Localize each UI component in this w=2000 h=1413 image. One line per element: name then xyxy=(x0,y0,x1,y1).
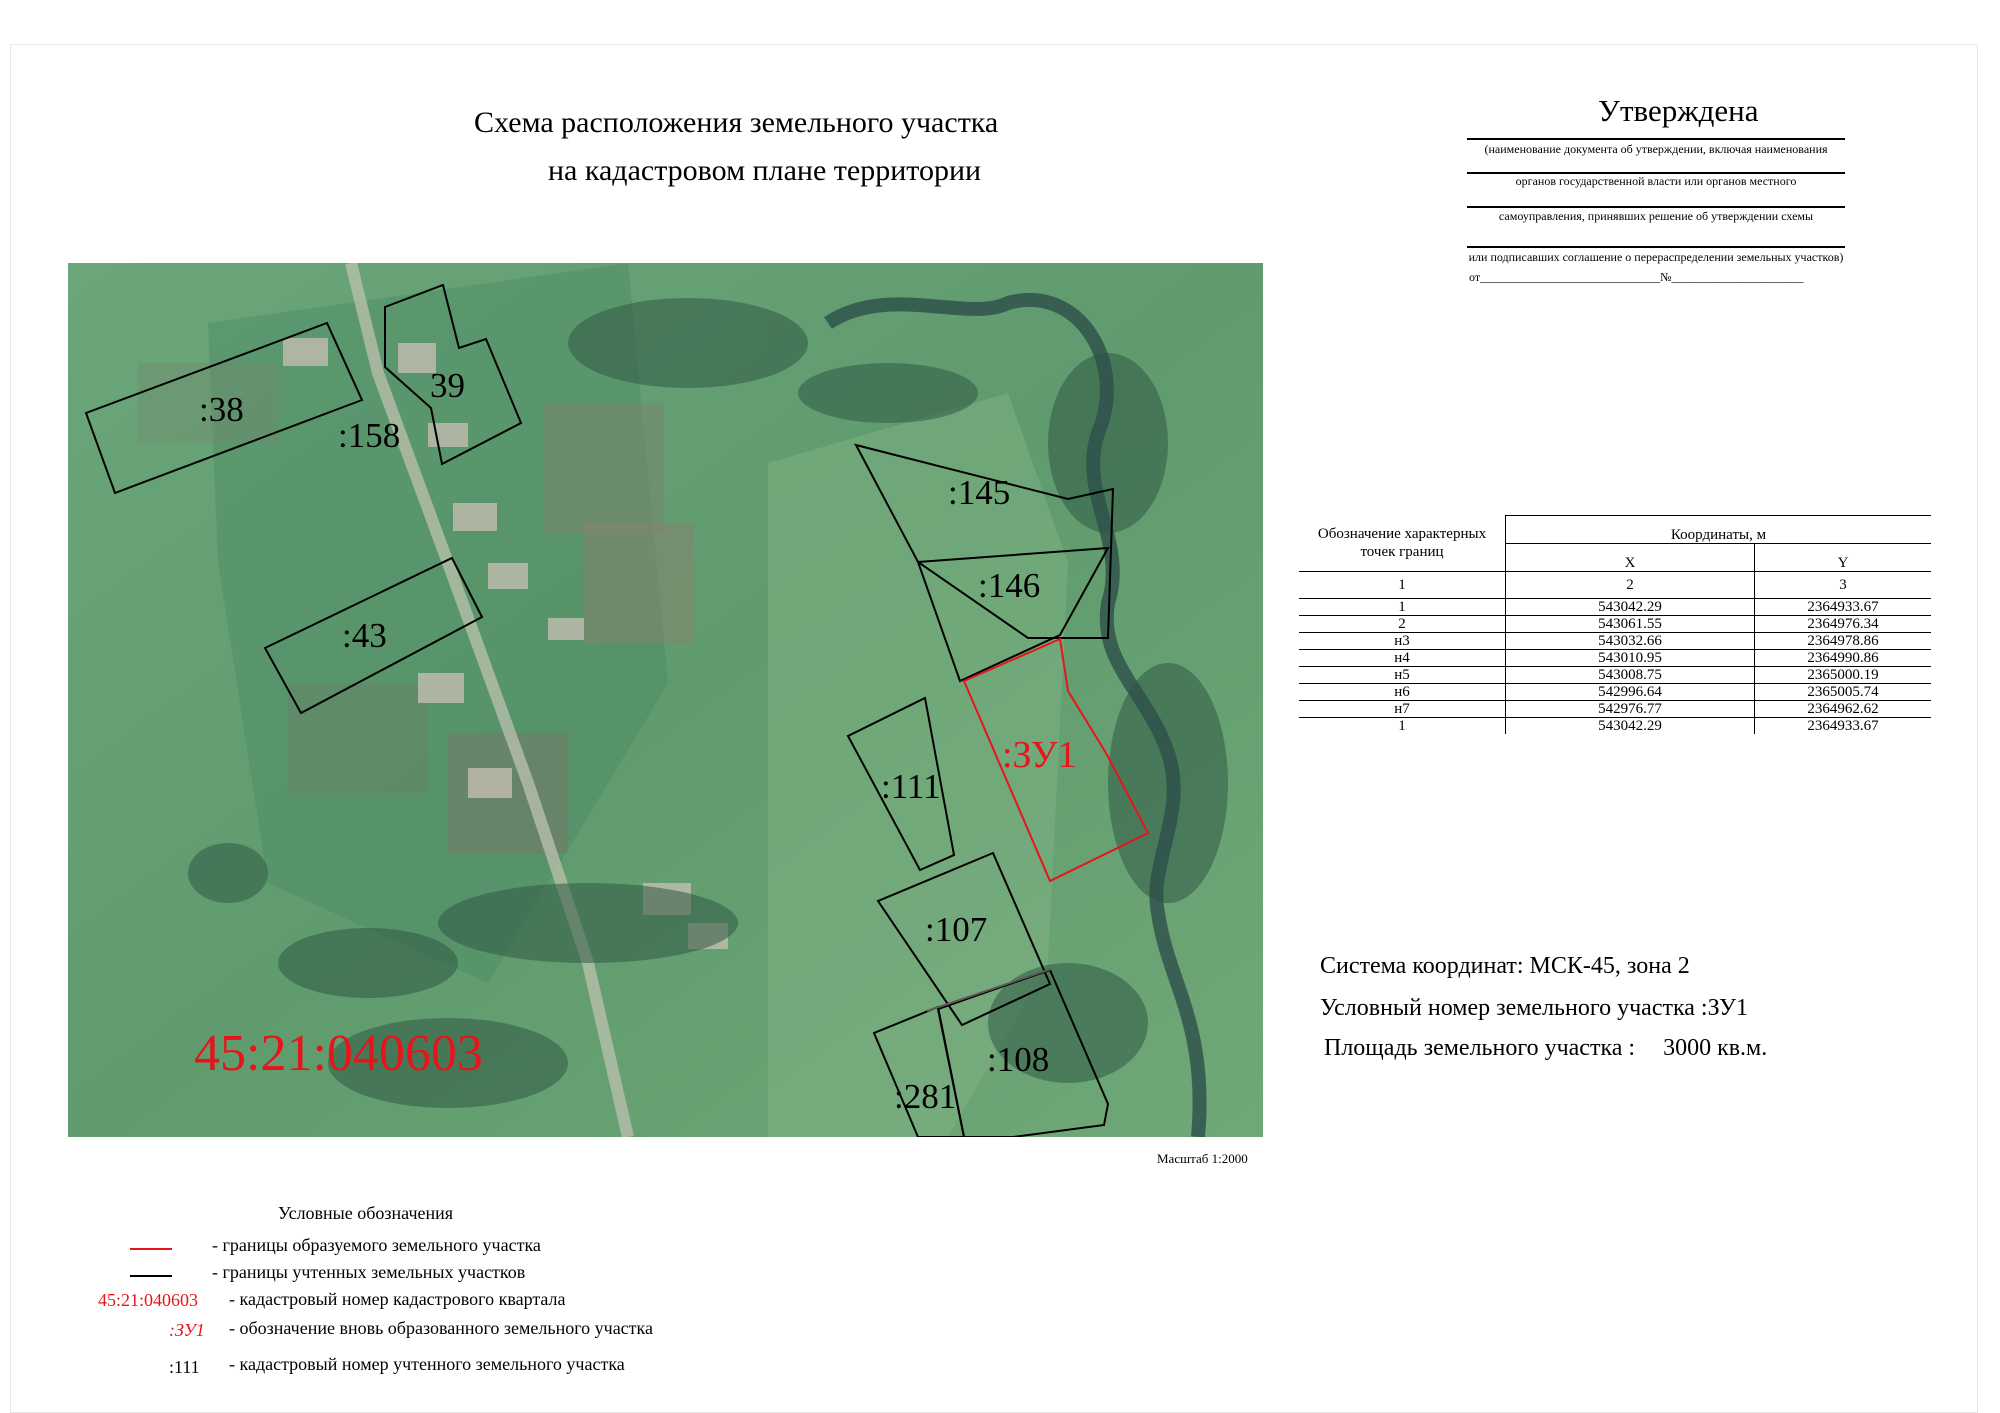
y-cell: 2364933.67 xyxy=(1755,718,1932,735)
point-cell: 1 xyxy=(1398,718,1406,734)
legend-quarter-sample: 45:21:040603 xyxy=(98,1290,199,1310)
approval-caption-1: (наименование документа об утверждении, включая наименования xyxy=(1484,142,1828,156)
table-row xyxy=(1299,616,1931,633)
table-row xyxy=(1299,667,1931,684)
y-cell: 2364978.86 xyxy=(1755,633,1932,650)
y-cell: 2364933.67 xyxy=(1755,599,1932,616)
legend-plot-text: - кадастровый номер учтенного земельного участка xyxy=(229,1354,625,1374)
y-cell: 2365000.19 xyxy=(1755,667,1932,684)
point-cell: н5 xyxy=(1299,667,1506,684)
page-subtitle: на кадастровом плане территории xyxy=(548,154,982,187)
plot-label-145: :145 xyxy=(948,473,1011,512)
plot-area-label: Площадь земельного участка : xyxy=(1324,1035,1636,1061)
plot-label-111: :111 xyxy=(881,767,941,806)
x-cell: 543061.55 xyxy=(1506,616,1755,633)
table-header-x: X xyxy=(1506,544,1755,572)
legend-new-plot-text: - обозначение вновь образованного земельного участка xyxy=(229,1318,654,1338)
x-cell: 543042.29 xyxy=(1506,718,1755,735)
conditional-plot-number: Условный номер земельного участка :ЗУ1 xyxy=(1320,995,1748,1021)
plot-label-43: :43 xyxy=(342,616,387,655)
legend-red-line-text: - границы образуемого земельного участка xyxy=(212,1235,541,1255)
x-cell: 543010.95 xyxy=(1506,650,1755,667)
table-row xyxy=(1299,633,1931,650)
plot-label-107: :107 xyxy=(925,910,988,949)
approval-caption-3: самоуправления, принявших решение об утверждении схемы xyxy=(1498,209,1814,223)
legend-black-line-text: - границы учтенных земельных участков xyxy=(212,1262,526,1282)
x-cell: 543042.29 xyxy=(1506,599,1755,616)
map-scale: Масштаб 1:2000 xyxy=(1157,1151,1248,1166)
garden-patch xyxy=(544,403,664,533)
table-row xyxy=(1299,599,1931,616)
table-row xyxy=(1299,684,1931,701)
cadastral-map xyxy=(68,263,1263,1137)
y-cell: 2365005.74 xyxy=(1755,684,1932,701)
plot-label-38: :38 xyxy=(199,390,244,429)
point-cell: н7 xyxy=(1299,701,1506,718)
col-number-3: 3 xyxy=(1755,572,1932,599)
point-cell: н6 xyxy=(1299,684,1506,701)
plot-label-158: :158 xyxy=(338,416,401,455)
col-number-2: 2 xyxy=(1506,572,1755,599)
table-header-coords: Координаты, м xyxy=(1506,516,1932,544)
new-plot-label: :ЗУ1 xyxy=(1002,734,1077,776)
page-title: Схема расположения земельного участка xyxy=(474,106,999,139)
garden-patch xyxy=(288,683,428,793)
table-header-y: Y xyxy=(1755,544,1932,572)
quarter-number-label: 45:21:040603 xyxy=(194,1025,483,1082)
x-cell: 543008.75 xyxy=(1506,667,1755,684)
plot-label-281: :281 xyxy=(894,1077,957,1116)
approval-caption-2: органов государственной власти или органов местного xyxy=(1515,174,1797,188)
legend-new-plot-sample: :ЗУ1 xyxy=(169,1320,205,1340)
legend-title: Условные обозначения xyxy=(278,1203,454,1223)
plot-area xyxy=(1324,1035,1767,1062)
approval-heading: Утверждена xyxy=(1598,93,1759,128)
y-cell: 2364990.86 xyxy=(1755,650,1932,667)
approval-date-line: от______________________________№______________________ xyxy=(1469,270,1804,284)
plot-label-146: :146 xyxy=(978,566,1041,605)
y-cell: 2364976.34 xyxy=(1755,616,1932,633)
col-number-1: 1 xyxy=(1299,572,1506,599)
x-cell: 543032.66 xyxy=(1506,633,1755,650)
approval-caption-4: или подписавших соглашение о перераспределении земельных участков) xyxy=(1468,250,1844,264)
coordinates-table xyxy=(1299,515,1931,734)
plot-area-value: 3000 кв.м. xyxy=(1663,1035,1768,1061)
legend-black-line xyxy=(130,1275,172,1277)
legend-plot-sample: :111 xyxy=(169,1357,200,1377)
plot-label-39: 39 xyxy=(430,366,465,405)
x-cell: 542996.64 xyxy=(1506,684,1755,701)
legend-quarter-text: - кадастровый номер кадастрового квартала xyxy=(229,1289,566,1309)
point-cell: н3 xyxy=(1299,633,1506,650)
table-row xyxy=(1299,718,1931,735)
table-row xyxy=(1299,701,1931,718)
coordinate-system: Система координат: МСК-45, зона 2 xyxy=(1320,953,1690,979)
legend-red-line xyxy=(130,1248,172,1250)
y-cell: 2364962.62 xyxy=(1755,701,1932,718)
approval-line-4 xyxy=(1467,246,1845,248)
garden-patch xyxy=(584,523,694,643)
approval-line-3 xyxy=(1467,206,1845,208)
table-row xyxy=(1299,650,1931,667)
point-cell: н4 xyxy=(1299,650,1506,667)
point-cell: 1 xyxy=(1299,599,1506,616)
plot-label-108: :108 xyxy=(987,1040,1050,1079)
point-cell: 2 xyxy=(1299,616,1506,633)
table-header-point: Обозначение характерных точек границ xyxy=(1299,516,1506,572)
x-cell: 542976.77 xyxy=(1506,701,1755,718)
approval-line-1 xyxy=(1467,138,1845,140)
